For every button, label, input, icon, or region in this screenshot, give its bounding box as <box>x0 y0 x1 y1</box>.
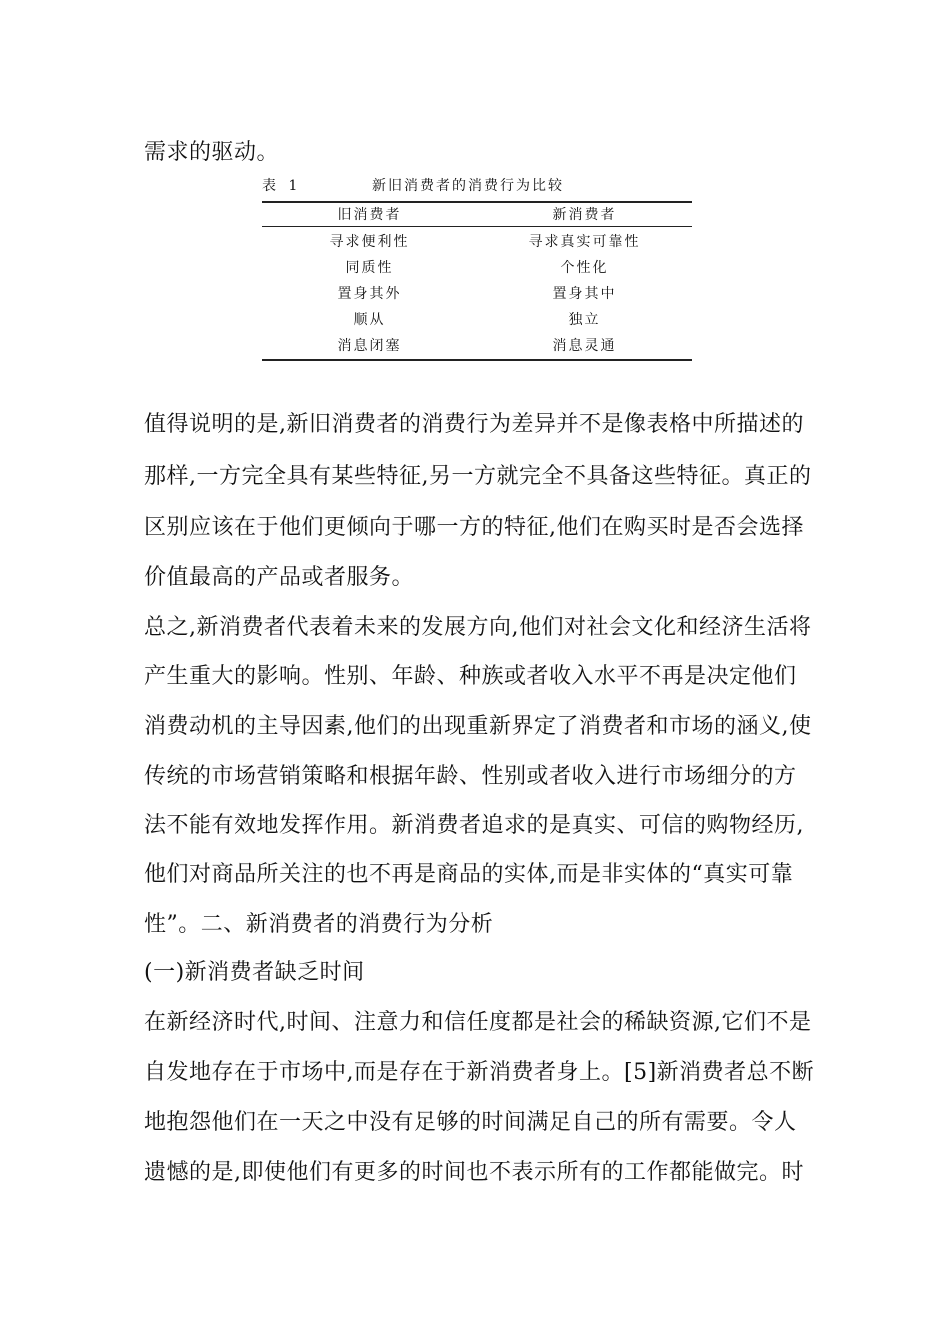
table-row <box>262 227 692 256</box>
table-title: 新旧消费者的消费行为比较 <box>372 178 564 194</box>
body-line: 产生重大的影响。性别、年龄、种族或者收入水平不再是决定他们 <box>144 664 797 689</box>
table-cell-old: 置身其外 <box>337 286 402 302</box>
table-cell-new: 消息灵通 <box>477 333 692 360</box>
comparison-table <box>262 201 692 361</box>
table-cell-new: 个性化 <box>560 260 609 276</box>
body-line: 传统的市场营销策略和根据年龄、性别或者收入进行市场细分的方 <box>144 764 797 789</box>
body-line: 那样,一方完全具有某些特征,另一方就完全不具备这些特征。真正的 <box>144 464 812 489</box>
body-line: 他们对商品所关注的也不再是商品的实体,而是非实体的“真实可靠 <box>144 862 794 887</box>
table-row <box>262 281 692 307</box>
table-cell-old: 顺从 <box>353 312 386 328</box>
body-line: 价值最高的产品或者服务。 <box>144 565 415 590</box>
body-line: 自发地存在于市场中,而是存在于新消费者身上。[5]新消费者总不断 <box>144 1060 815 1085</box>
body-line: 区别应该在于他们更倾向于哪一方的特征,他们在购买时是否会选择 <box>144 515 804 540</box>
header-new-consumer: 新消费者 <box>477 202 692 227</box>
table-row <box>262 333 692 360</box>
header-old-consumer: 旧消费者 <box>262 202 477 227</box>
table-cell-old: 寻求便利性 <box>329 234 410 250</box>
table-row <box>262 307 692 333</box>
body-line: 总之,新消费者代表着未来的发展方向,他们对社会文化和经济生活将 <box>144 615 812 640</box>
table-cell-new: 独立 <box>568 312 601 328</box>
section-heading: (一)新消费者缺乏时间 <box>144 960 365 985</box>
table-number: 表 1 <box>262 178 302 194</box>
table-row <box>262 255 692 281</box>
table-cell-old: 同质性 <box>345 260 394 276</box>
intro-line: 需求的驱动。 <box>144 140 280 165</box>
body-line: 法不能有效地发挥作用。新消费者追求的是真实、可信的购物经历, <box>144 813 804 838</box>
body-line: 地抱怨他们在一天之中没有足够的时间满足自己的所有需要。令人 <box>144 1110 797 1135</box>
table-cell-new: 寻求真实可靠性 <box>528 234 641 250</box>
body-line: 消费动机的主导因素,他们的出现重新界定了消费者和市场的涵义,使 <box>144 714 812 739</box>
body-line: 遗憾的是,即使他们有更多的时间也不表示所有的工作都能做完。时 <box>144 1160 804 1185</box>
comparison-table-block <box>262 174 692 361</box>
body-line: 性”。二、新消费者的消费行为分析 <box>144 912 494 937</box>
table-header-row <box>262 202 692 227</box>
table-cell-old: 消息闭塞 <box>262 333 477 360</box>
body-line: 在新经济时代,时间、注意力和信任度都是社会的稀缺资源,它们不是 <box>144 1010 812 1035</box>
table-caption <box>262 174 692 198</box>
body-line: 值得说明的是,新旧消费者的消费行为差异并不是像表格中所描述的 <box>144 412 804 437</box>
table-cell-new: 置身其中 <box>552 286 617 302</box>
